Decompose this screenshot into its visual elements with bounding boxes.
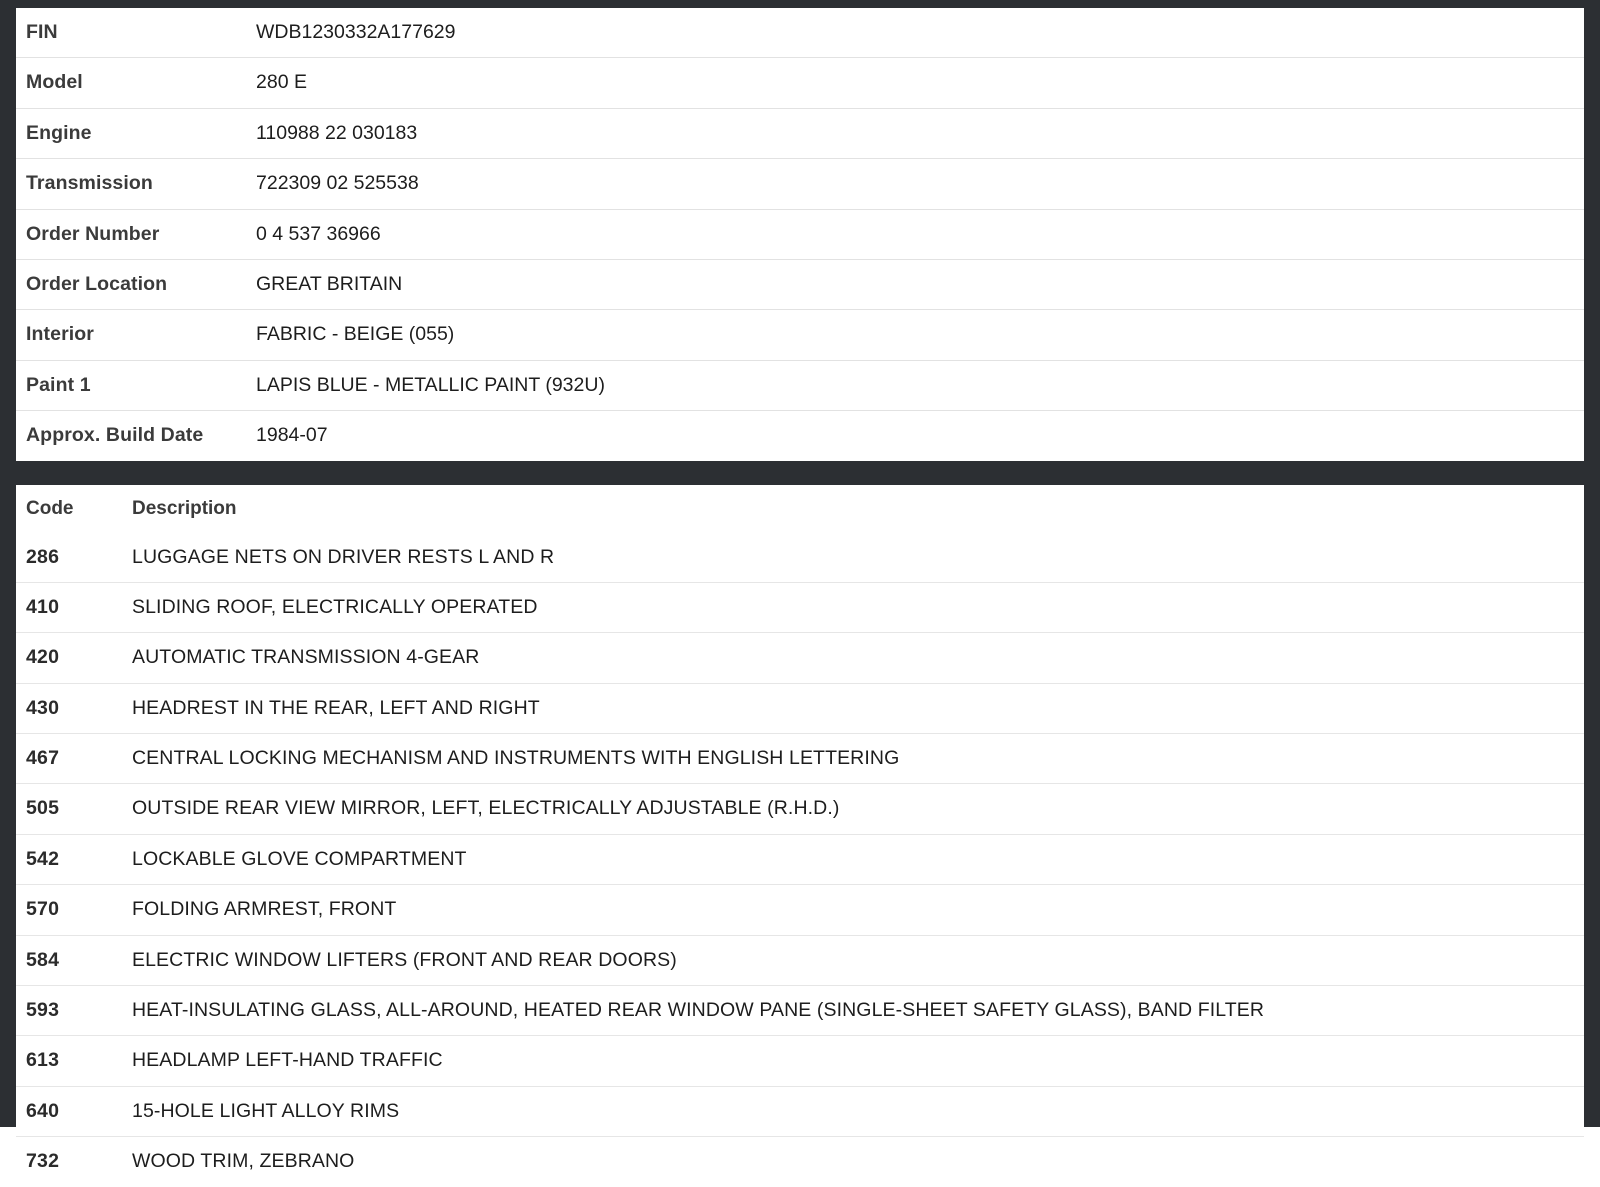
table-row (16, 986, 1584, 1036)
table-row (16, 1036, 1584, 1086)
panel-divider (16, 461, 1584, 485)
description-cell: OUTSIDE REAR VIEW MIRROR, LEFT, ELECTRICALLY ADJUSTABLE (R.H.D.) (132, 797, 840, 820)
info-value: WDB1230332A177629 (256, 21, 456, 43)
info-label: Interior (26, 323, 94, 346)
table-row (16, 1137, 1584, 1187)
code-cell: 640 (26, 1099, 60, 1122)
table-row (16, 533, 1584, 583)
code-cell: 430 (26, 696, 60, 719)
vehicle-info-table (16, 8, 1584, 461)
code-cell: 420 (26, 646, 60, 669)
code-cell: 570 (26, 898, 60, 921)
info-value: 1984-07 (256, 424, 328, 447)
info-label: Transmission (26, 172, 153, 195)
vehicle-info-panel (16, 8, 1584, 461)
info-label: Approx. Build Date (26, 424, 204, 447)
column-header-description: Description (132, 497, 237, 519)
info-value: 722309 02 525538 (256, 172, 419, 195)
info-label: Engine (26, 121, 92, 144)
description-cell: HEAT-INSULATING GLASS, ALL-AROUND, HEATED REAR WINDOW PANE (SINGLE-SHEET SAFETY GLASS), BAND FILTER (132, 999, 1265, 1022)
table-row (16, 633, 1584, 683)
description-cell: AUTOMATIC TRANSMISSION 4-GEAR (132, 646, 480, 669)
top-bar (16, 0, 1584, 8)
code-cell: 593 (26, 999, 60, 1022)
code-cell: 542 (26, 847, 60, 870)
vehicle-info-body (16, 8, 1584, 461)
table-row (16, 310, 1584, 360)
info-label: Order Location (26, 272, 168, 295)
description-cell: HEADLAMP LEFT-HAND TRAFFIC (132, 1049, 443, 1072)
info-label: Model (26, 71, 83, 94)
info-value: 0 4 537 36966 (256, 222, 381, 245)
info-label: Paint 1 (26, 373, 91, 396)
description-cell: WOOD TRIM, ZEBRANO (132, 1150, 355, 1173)
info-value: 110988 22 030183 (256, 121, 418, 144)
table-row (16, 734, 1584, 784)
code-cell: 286 (26, 545, 60, 568)
info-value: FABRIC - BEIGE (055) (256, 323, 455, 346)
description-cell: ELECTRIC WINDOW LIFTERS (FRONT AND REAR DOORS) (132, 948, 677, 971)
table-row (16, 1086, 1584, 1136)
table-row (16, 683, 1584, 733)
option-codes-table (16, 485, 1584, 1187)
code-cell: 584 (26, 948, 60, 971)
code-cell: 467 (26, 747, 60, 770)
info-value: 280 E (256, 71, 307, 94)
table-row (16, 935, 1584, 985)
table-row (16, 784, 1584, 834)
table-row (16, 411, 1584, 461)
description-cell: 15-HOLE LIGHT ALLOY RIMS (132, 1099, 400, 1122)
description-cell: LUGGAGE NETS ON DRIVER RESTS L AND R (132, 545, 555, 568)
table-row (16, 58, 1584, 108)
description-cell: FOLDING ARMREST, FRONT (132, 898, 397, 921)
info-value: GREAT BRITAIN (256, 272, 403, 295)
code-cell: 613 (26, 1049, 60, 1072)
table-row (16, 360, 1584, 410)
table-row (16, 259, 1584, 309)
option-codes-body (16, 533, 1584, 1187)
table-row (16, 582, 1584, 632)
description-cell: SLIDING ROOF, ELECTRICALLY OPERATED (132, 595, 538, 618)
code-cell: 410 (26, 595, 60, 618)
option-codes-header (16, 485, 1584, 533)
column-header-code: Code (26, 497, 74, 519)
description-cell: HEADREST IN THE REAR, LEFT AND RIGHT (132, 696, 540, 719)
table-row (16, 209, 1584, 259)
info-value: LAPIS BLUE - METALLIC PAINT (932U) (256, 373, 605, 396)
table-header-row (16, 485, 1584, 533)
description-cell: CENTRAL LOCKING MECHANISM AND INSTRUMENTS WITH ENGLISH LETTERING (132, 747, 900, 770)
table-row (16, 108, 1584, 158)
table-row (16, 885, 1584, 935)
code-cell: 732 (26, 1150, 60, 1173)
info-label: Order Number (26, 222, 160, 245)
info-label: FIN (26, 21, 58, 43)
table-row (16, 8, 1584, 58)
description-cell: LOCKABLE GLOVE COMPARTMENT (132, 847, 467, 870)
table-row (16, 834, 1584, 884)
table-row (16, 159, 1584, 209)
code-cell: 505 (26, 797, 60, 820)
option-codes-panel (16, 485, 1584, 1187)
